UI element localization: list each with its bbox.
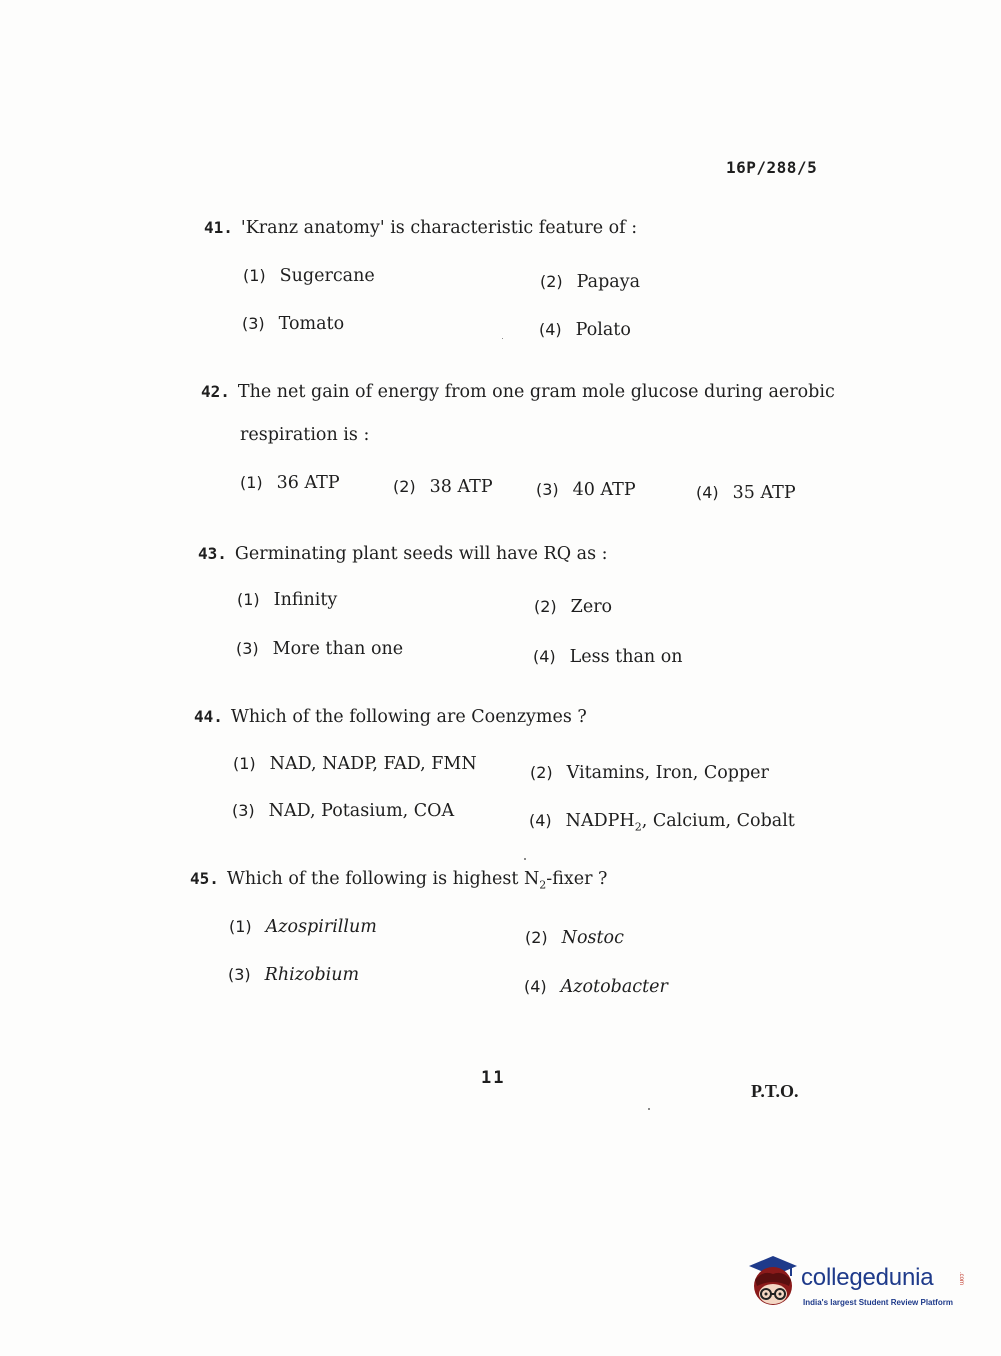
option: (2) Zero bbox=[534, 597, 613, 617]
option: (2) Nostoc bbox=[525, 928, 624, 948]
option: (2) Vitamins, Iron, Copper bbox=[530, 763, 769, 783]
option: (4) Polato bbox=[539, 320, 631, 340]
question-44 bbox=[194, 709, 587, 727]
question-43 bbox=[198, 546, 608, 564]
question-41 bbox=[204, 220, 637, 238]
option: (3) 40 ATP bbox=[536, 480, 636, 500]
scan-speck bbox=[524, 858, 526, 860]
option: (1) Infinity bbox=[237, 590, 338, 610]
question-text: Which of the following is highest $N_2$-fixer ? bbox=[226, 869, 608, 892]
option: (4) Less than on bbox=[533, 647, 683, 667]
option: (3) More than one bbox=[236, 639, 404, 659]
question-text: Germinating plant seeds will have RQ as : bbox=[234, 544, 608, 564]
question-number: 41. bbox=[204, 218, 233, 237]
logo-name: collegedunia bbox=[801, 1264, 934, 1291]
collegedunia-logo bbox=[743, 1250, 973, 1320]
option: (3) Rhizobium bbox=[228, 965, 360, 985]
question-number: 45. bbox=[190, 869, 219, 888]
option: (1) NAD, NADP, FAD, FMN bbox=[233, 754, 477, 774]
question-text: 'Kranz anatomy' is characteristic feature of : bbox=[240, 218, 638, 238]
pto-label: P.T.O. bbox=[751, 1081, 799, 1101]
logo-domain: .com bbox=[958, 1272, 964, 1286]
question-text-continued: respiration is : bbox=[240, 425, 370, 445]
question-number: 43. bbox=[198, 544, 227, 563]
option: (1) 36 ATP bbox=[240, 473, 340, 493]
question-text: The net gain of energy from one gram mole glucose during aerobic bbox=[237, 382, 835, 402]
option: (2) Papaya bbox=[540, 272, 641, 292]
logo-tagline: India's largest Student Review Platform bbox=[803, 1298, 953, 1307]
paper-code: 16P/288/5 bbox=[726, 158, 818, 177]
option: (3) Tomato bbox=[242, 314, 345, 334]
option: (1) Sugercane bbox=[243, 266, 375, 286]
mascot-icon bbox=[743, 1250, 801, 1312]
question-number: 42. bbox=[201, 382, 230, 401]
option: (4) Azotobacter bbox=[524, 977, 668, 997]
option: (1) Azospirillum bbox=[229, 917, 377, 937]
question-45 bbox=[190, 871, 607, 891]
page-number: 11 bbox=[481, 1068, 506, 1088]
question-42 bbox=[201, 384, 835, 402]
question-number: 44. bbox=[194, 707, 223, 726]
scan-speck bbox=[648, 1108, 650, 1110]
option: (4) $NADPH_2$, Calcium, Cobalt bbox=[529, 811, 795, 834]
scan-speck bbox=[502, 338, 503, 339]
option: (2) 38 ATP bbox=[393, 477, 493, 497]
option: (3) NAD, Potasium, COA bbox=[232, 801, 455, 821]
option: (4) 35 ATP bbox=[696, 483, 796, 503]
question-text: Which of the following are Coenzymes ? bbox=[230, 707, 587, 727]
